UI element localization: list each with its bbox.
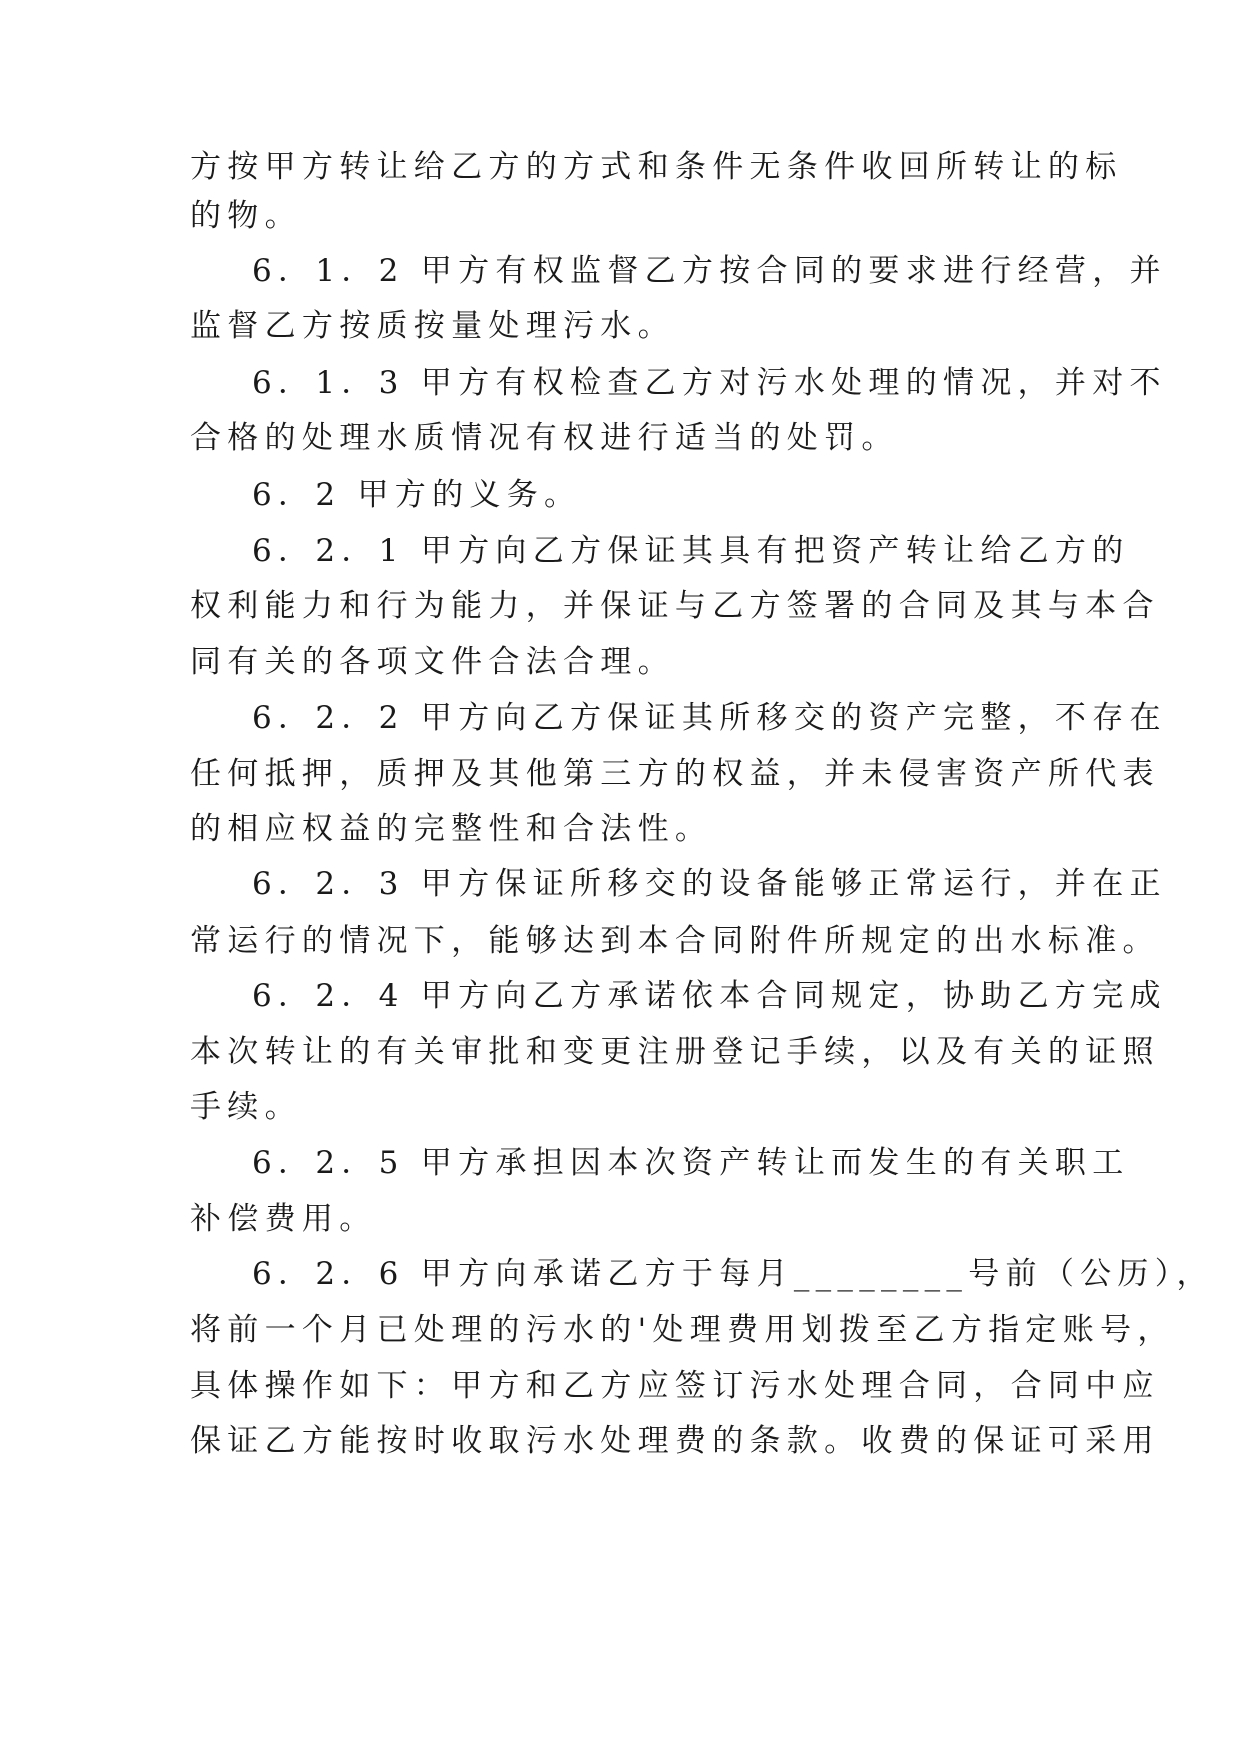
- text-line: 6．2．6 甲方向承诺乙方于每月________号前（公历），: [252, 1256, 1214, 1292]
- section-heading: 6．2 甲方的义务。: [252, 477, 582, 513]
- text-line: 本次转让的有关审批和变更注册登记手续，以及有关的证照: [190, 1034, 1160, 1070]
- text-line: 6．1．3 甲方有权检查乙方对污水处理的情况，并对不: [252, 365, 1167, 401]
- text-line: 保证乙方能按时收取污水处理费的条款。收费的保证可采用: [190, 1423, 1160, 1459]
- text-line: 合格的处理水质情况有权进行适当的处罚。: [190, 420, 899, 456]
- text-line: 6．1．2 甲方有权监督乙方按合同的要求进行经营，并: [252, 253, 1167, 289]
- text-line: 的相应权益的完整性和合法性。: [190, 811, 713, 847]
- text-line: 6．2．5 甲方承担因本次资产转让而发生的有关职工: [252, 1145, 1130, 1181]
- text-line: 6．2．4 甲方向乙方承诺依本合同规定，协助乙方完成: [252, 978, 1167, 1014]
- text-line: 方按甲方转让给乙方的方式和条件无条件收回所转让的标: [190, 149, 1123, 185]
- text-line: 的物。: [190, 198, 302, 234]
- text-line: 6．2．3 甲方保证所移交的设备能够正常运行，并在正: [252, 866, 1167, 902]
- text-line: 权利能力和行为能力，并保证与乙方签署的合同及其与本合: [190, 588, 1160, 624]
- text-line: 补偿费用。: [190, 1201, 377, 1237]
- text-line: 任何抵押，质押及其他第三方的权益，并未侵害资产所代表: [190, 756, 1160, 792]
- text-line: 同有关的各项文件合法合理。: [190, 644, 675, 680]
- text-line: 将前一个月已处理的污水的'处理费用划拨至乙方指定账号，: [190, 1312, 1175, 1348]
- text-line: 具体操作如下：甲方和乙方应签订污水处理合同，合同中应: [190, 1368, 1160, 1404]
- text-line: 手续。: [190, 1089, 302, 1125]
- text-line: 6．2．2 甲方向乙方保证其所移交的资产完整，不存在: [252, 700, 1167, 736]
- text-line: 6．2．1 甲方向乙方保证其具有把资产转让给乙方的: [252, 533, 1130, 569]
- text-line: 常运行的情况下，能够达到本合同附件所规定的出水标准。: [190, 923, 1160, 959]
- text-line: 监督乙方按质按量处理污水。: [190, 308, 675, 344]
